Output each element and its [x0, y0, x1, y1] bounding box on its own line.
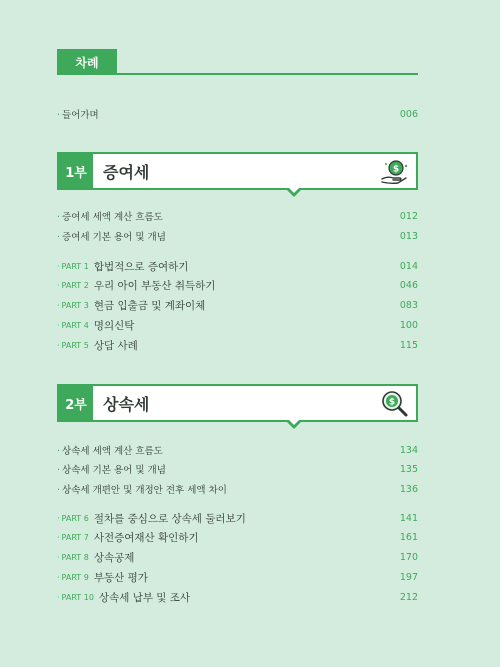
- chapter-entry[interactable]: [57, 510, 418, 526]
- entry-title: · 상속세 개편안 및 개정안 전후 세액 차이: [57, 482, 227, 496]
- svg-text:$: $: [388, 397, 396, 408]
- part2-banner: [57, 384, 418, 422]
- chapter-title: 부동산 평가: [93, 571, 148, 584]
- part-label: · PART 5: [57, 341, 89, 350]
- svg-text:$: $: [392, 164, 400, 175]
- part-label: · PART 10: [57, 593, 94, 602]
- banner-pointer: [286, 421, 302, 429]
- part-label: · PART 4: [57, 321, 89, 330]
- list-item[interactable]: [57, 208, 418, 224]
- entry-page: 100: [399, 319, 418, 331]
- list-item[interactable]: [57, 461, 418, 477]
- chapter-title: 현금 입출금 및 계좌이체: [93, 299, 206, 312]
- chapter-entry[interactable]: [57, 549, 418, 565]
- chapter-title: 상속공제: [93, 551, 135, 564]
- chapter-title: 상담 사례: [93, 339, 138, 352]
- entry-page: 006: [399, 108, 418, 120]
- money-hand-icon: [378, 156, 410, 186]
- entry-page: 212: [399, 591, 418, 603]
- entry-page: 170: [399, 551, 418, 563]
- chapter-title: 사전증여재산 확인하기: [93, 531, 199, 544]
- toc-divider: [57, 73, 418, 75]
- part-label: · PART 6: [57, 514, 89, 523]
- entry-page: 197: [399, 571, 418, 583]
- intro-entry[interactable]: [57, 106, 418, 122]
- chapter-entry[interactable]: [57, 337, 418, 353]
- chapter-title: 절차를 중심으로 상속세 둘러보기: [93, 512, 246, 525]
- part1-banner: [57, 152, 418, 190]
- part-label: · PART 2: [57, 281, 89, 290]
- part-label: · PART 1: [57, 262, 89, 271]
- part-label: · PART 8: [57, 553, 89, 562]
- magnifier-dollar-icon: [378, 388, 410, 418]
- chapter-title: 합법적으로 증여하기: [93, 260, 189, 273]
- toc-label: 차례: [57, 49, 117, 75]
- entry-page: 161: [399, 531, 418, 543]
- part2-number: 2부: [59, 386, 93, 420]
- entry-page: 046: [399, 279, 418, 291]
- chapter-entry[interactable]: [57, 569, 418, 585]
- chapter-title: 명의신탁: [93, 319, 135, 332]
- entry-page: 134: [399, 444, 418, 456]
- chapter-entry[interactable]: [57, 589, 418, 605]
- entry-title: · 상속세 기본 용어 및 개념: [57, 462, 166, 476]
- list-item[interactable]: [57, 228, 418, 244]
- chapter-entry[interactable]: [57, 529, 418, 545]
- chapter-title: 상속세 납부 및 조사: [98, 591, 191, 604]
- chapter-entry[interactable]: [57, 297, 418, 313]
- list-item[interactable]: [57, 481, 418, 497]
- entry-page: 136: [399, 483, 418, 495]
- entry-page: 013: [399, 230, 418, 242]
- entry-page: 012: [399, 210, 418, 222]
- part-label: · PART 7: [57, 533, 89, 542]
- chapter-entry[interactable]: [57, 317, 418, 333]
- chapter-entry[interactable]: [57, 277, 418, 293]
- part1-number: 1부: [59, 154, 93, 188]
- entry-page: 014: [399, 260, 418, 272]
- part2-title: 상속세: [103, 394, 150, 414]
- entry-page: 135: [399, 463, 418, 475]
- entry-title: · 증여세 세액 계산 흐름도: [57, 209, 163, 223]
- entry-page: 141: [399, 512, 418, 524]
- banner-pointer: [286, 189, 302, 197]
- part-label: · PART 3: [57, 301, 89, 310]
- entry-title: · 증여세 기본 용어 및 개념: [57, 229, 166, 243]
- part1-title: 증여세: [103, 162, 150, 182]
- toc-header: [57, 49, 418, 75]
- entry-page: 115: [399, 339, 418, 351]
- entry-title: · 들어가며: [57, 107, 99, 121]
- entry-page: 083: [399, 299, 418, 311]
- list-item[interactable]: [57, 442, 418, 458]
- part-label: · PART 9: [57, 573, 89, 582]
- chapter-title: 우리 아이 부동산 취득하기: [93, 279, 216, 292]
- chapter-entry[interactable]: [57, 258, 418, 274]
- entry-title: · 상속세 세액 계산 흐름도: [57, 443, 163, 457]
